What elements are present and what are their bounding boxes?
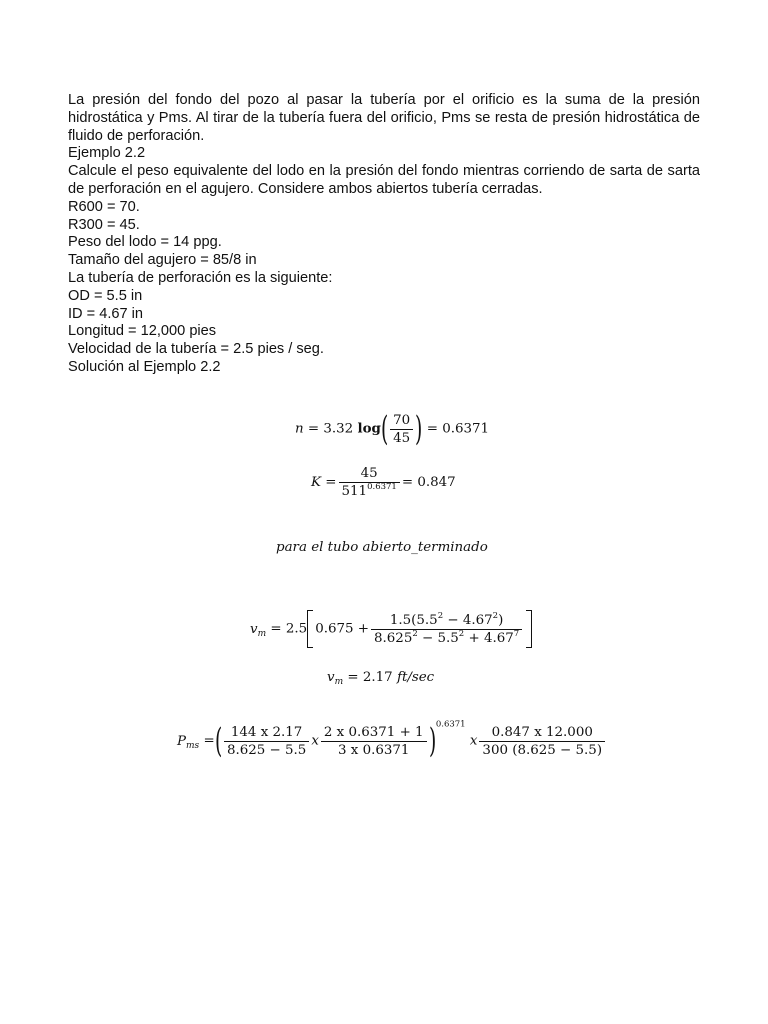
problem-statement: Calcule el peso equivalente del lodo en la presión del fondo mientras corriendo de sarta de sarta de perforación en el agujero. Considere ambos abiertos tubería cerradas. [68, 163, 700, 197]
ratio-numerator: 70 [390, 413, 413, 430]
equation-pms [177, 719, 607, 761]
given-od: OD = 5.5 in [68, 287, 143, 304]
k-symbol: K [311, 475, 322, 490]
vm-numerator: $1.5(5.5^2 - 4.67^2)$ [371, 613, 522, 630]
equals-sign: = [347, 670, 359, 685]
k-den-exponent: 0.6371 [367, 482, 397, 492]
pms-fraction-2: $\frac{2 x 0.6371 + 1}{3 x 0.6371}$ [321, 725, 427, 758]
given-hole-size: Tamaño del agujero = 85/8 in [68, 252, 257, 269]
equation-k [311, 466, 456, 499]
given-r300: R300 = 45. [68, 216, 140, 233]
pms-symbol: $P_{ms}$ [177, 733, 200, 751]
ratio-fraction [390, 413, 413, 446]
right-paren: ) [415, 409, 423, 449]
equals-sign: = [426, 421, 438, 437]
n-symbol: n [295, 421, 304, 437]
vm-symbol: $v_m$ [327, 670, 344, 687]
right-bracket [526, 610, 532, 648]
vm-value: 2.17 [362, 670, 393, 685]
left-bracket [307, 610, 313, 648]
equals-sign: = [270, 621, 282, 637]
vm-term: 0.675 + [315, 621, 369, 637]
body-text [68, 92, 700, 377]
pms-fraction-1: $\frac{144 x 2.17}{8.625 - 5.5}$ [224, 725, 309, 758]
example-title: Ejemplo 2.2 [68, 145, 146, 162]
equals-sign: = [203, 733, 215, 749]
given-pipe-intro: La tubería de perforación es la siguiente: [68, 269, 333, 286]
vm-coefficient: 2.5 [285, 621, 308, 637]
k-den-base: 511 [341, 484, 368, 499]
k-numerator: 45 [339, 466, 400, 483]
n-result: 0.6371 [442, 421, 490, 437]
given-length: Longitud = 12,000 pies [68, 323, 217, 340]
given-r600: R600 = 70. [68, 198, 140, 215]
solution-title: Solución al Ejemplo 2.2 [68, 358, 221, 375]
vm-unit: ft/sec [396, 670, 435, 685]
pms-fraction-3: $\frac{0.847 x 12.000}{300 (8.625 - 5.5)}$ [479, 725, 605, 758]
given-id: ID = 4.67 in [68, 305, 144, 322]
times-symbol: x [311, 733, 319, 749]
k-denominator [339, 483, 400, 499]
left-paren: ( [214, 721, 222, 761]
given-mud-weight: Peso del lodo = 14 ppg. [68, 234, 222, 251]
n-coefficient: 3.32 [323, 421, 354, 437]
vm-symbol: $v_m$ [250, 621, 267, 639]
pms-exponent: 0.6371 [435, 719, 466, 730]
vm-fraction [371, 610, 522, 646]
equals-sign: = [325, 475, 337, 490]
equation-vm [250, 610, 532, 648]
equals-sign: = [401, 475, 414, 490]
equation-vm-result [327, 670, 434, 685]
k-result: 0.847 [417, 475, 456, 490]
ratio-denominator: 45 [393, 430, 411, 446]
times-symbol: x [469, 733, 478, 749]
caption-open-ended: para el tubo abierto_terminado [276, 540, 488, 555]
right-paren: ) [428, 721, 436, 761]
equation-n [295, 409, 490, 449]
equals-sign: = [307, 421, 320, 437]
given-velocity: Velocidad de la tubería = 2.5 pies / seg. [68, 341, 324, 358]
intro-paragraph: La presión del fondo del pozo al pasar la tubería por el orificio es la suma de la presión hidrostática y Pms. Al tirar de la tubería fuera del orificio, Pms se resta de presión hidrostática de fluido de perforación. [68, 92, 700, 144]
k-fraction [339, 466, 400, 499]
log-operator: log [357, 420, 381, 437]
vm-denominator: $8.625^2 - 5.5^2 + 4.67^7$ [374, 628, 520, 646]
left-paren: ( [380, 409, 389, 449]
